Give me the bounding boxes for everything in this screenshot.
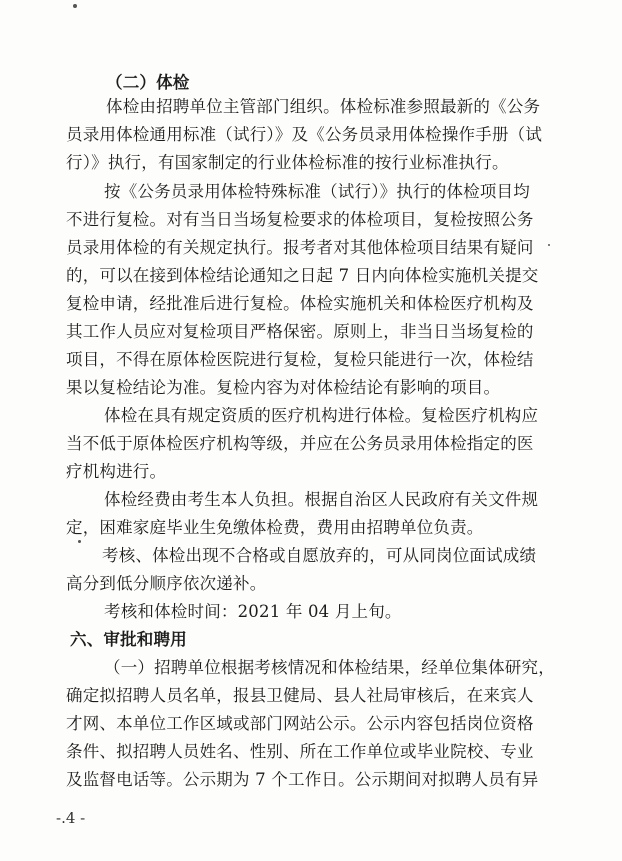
scan-speck xyxy=(78,540,81,543)
paragraph-line: 的，可以在接到体检结论通知之日起 7 日内向体检实施机关提交 xyxy=(66,266,539,285)
paragraph-line: 行）》执行，有国家制定的行业体检标准的按行业标准执行。 xyxy=(66,153,509,172)
paragraph-line: 体检由招聘单位主管部门组织。体检标准参照最新的《公务 xyxy=(106,97,541,116)
paragraph-line: 确定拟招聘人员名单，报县卫健局、县人社局审核后，在来宾人 xyxy=(66,686,534,705)
paragraph-line: 果以复检结论为准。复检内容为对体检结论有影响的项目。 xyxy=(66,378,501,397)
section-heading: （二）体检 xyxy=(106,73,190,92)
paragraph-line: 考核、体检出现不合格或自愿放弃的，可从同岗位面试成绩 xyxy=(102,546,537,565)
paragraph-line: 当不低于原体检医疗机构等级，并应在公务员录用体检指定的医 xyxy=(66,434,534,453)
paragraph-line: 疗机构进行。 xyxy=(66,462,167,481)
paragraph-line: 定，困难家庭毕业生免缴体检费，费用由招聘单位负责。 xyxy=(66,518,484,537)
paragraph-line: 复检申请，经批准后进行复检。体检实施机关和体检医疗机构及 xyxy=(66,294,534,313)
paragraph-line: 及监督电话等。公示期为 7 个工作日。公示期间对拟聘人员有异 xyxy=(66,770,539,789)
paragraph-line: （一）招聘单位根据考核情况和体检结果，经单位集体研究， xyxy=(104,658,555,677)
paragraph-line: 项目，不得在原体检医院进行复检，复检只能进行一次，体检结 xyxy=(66,350,534,369)
section-heading: 六、审批和聘用 xyxy=(70,630,187,649)
paragraph-line: 员录用体检的有关规定执行。报考者对其他体检项目结果有疑问 xyxy=(66,238,534,257)
paragraph-line: 考核和体检时间：2021 年 04 月上旬。 xyxy=(104,602,402,621)
paragraph-line: 体检在具有规定资质的医疗机构进行体检。复检医疗机构应 xyxy=(104,406,539,425)
page-number: -.4 - xyxy=(56,809,86,827)
paragraph-line: 不进行复检。对有当日当场复检要求的体检项目，复检按照公务 xyxy=(66,210,534,229)
paragraph-line: 其工作人员应对复检项目严格保密。原则上，非当日当场复检的 xyxy=(66,322,534,341)
scan-speck xyxy=(73,4,77,8)
paragraph-line: 条件、拟招聘人员姓名、性别、所在工作单位或毕业院校、专业 xyxy=(66,742,534,761)
scan-speck xyxy=(548,244,550,246)
paragraph-line: 体检经费由考生本人负担。根据自治区人民政府有关文件规 xyxy=(104,490,539,509)
paragraph-line: 按《公务员录用体检特殊标准（试行）》执行的体检项目均 xyxy=(104,182,530,201)
paragraph-line: 高分到低分顺序依次递补。 xyxy=(66,574,267,593)
paragraph-line: 才网、本单位工作区域或部门网站公示。公示内容包括岗位资格 xyxy=(66,714,534,733)
paragraph-line: 员录用体检通用标准（试行）》及《公务员录用体检操作手册（试 xyxy=(66,125,543,144)
